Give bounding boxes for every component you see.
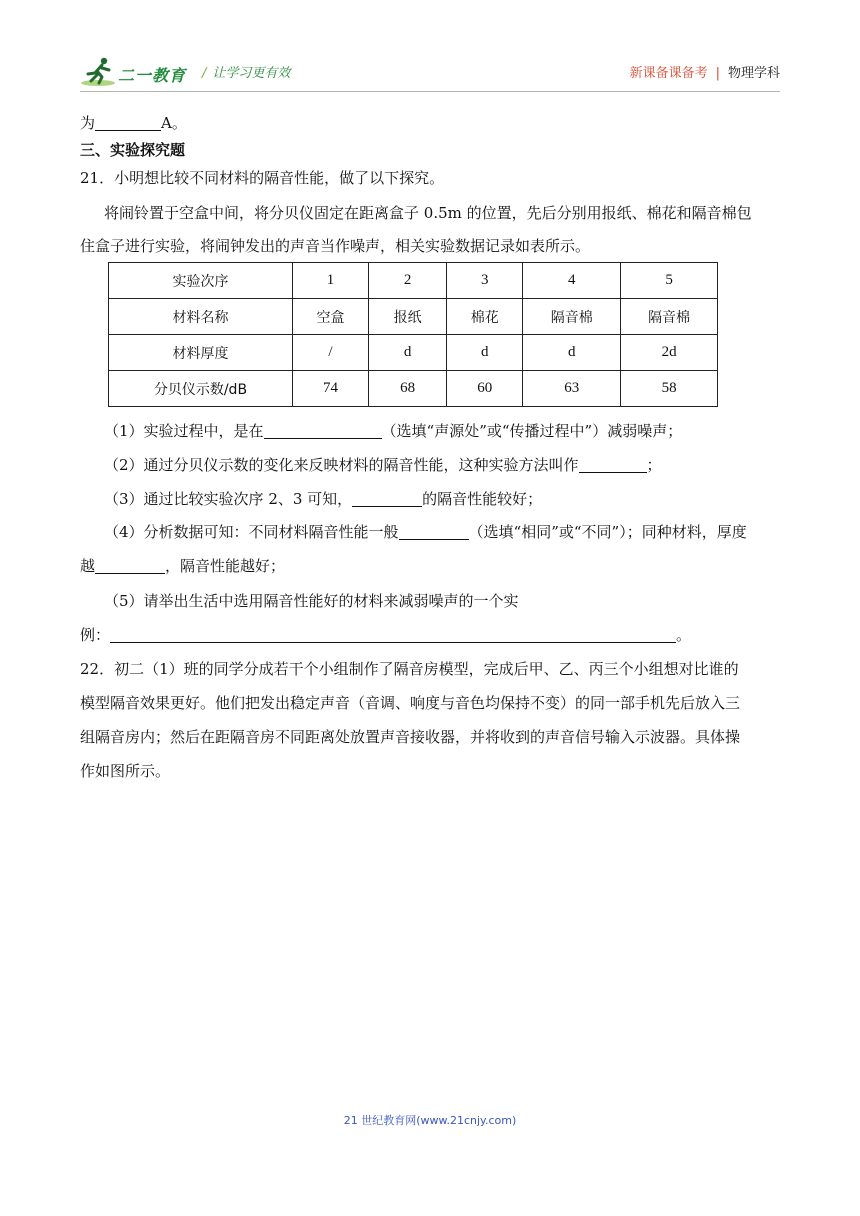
table-row [109,263,718,299]
table-cell: 棉花 [447,299,523,335]
text-segment: 的隔音性能较好； [422,490,543,508]
table-row [109,299,718,335]
text-segment: 例： [80,626,111,644]
q22-line-1: 22．初二（1）班的同学分成若干个小组制作了隔音房模型，完成后甲、乙、丙三个小组想对比谁的 [80,660,739,678]
table-row-header: 分贝仪示数/dB [109,371,293,407]
q21-sub2 [104,455,662,475]
text-segment: （1）实验过程中，是在 [104,422,264,440]
answer-blank[interactable] [264,422,382,439]
table-row-header: 材料厚度 [109,335,293,371]
q21-sub5: （5）请举出生活中选用隔音性能好的材料来减弱噪声的一个实 [104,592,519,610]
text-segment: （2）通过分贝仪示数的变化来反映材料的隔音性能，这种实验方法叫作 [104,456,579,474]
slogan [202,62,290,81]
table-cell: 报纸 [369,299,447,335]
q21-stem: 21．小明想比较不同材料的隔音性能，做了以下探究。 [80,169,445,187]
table-cell: d [523,335,621,371]
table-cell: 74 [292,371,368,407]
table-cell: 4 [523,263,621,299]
table-row-header: 实验次序 [109,263,293,299]
table-cell: 2 [369,263,447,299]
text-segment: A。 [161,114,187,132]
answer-blank[interactable] [95,557,165,574]
text-segment: 。 [676,626,692,644]
header-subject [630,62,780,81]
table-cell: 隔音棉 [523,299,621,335]
table-cell: 63 [523,371,621,407]
data-table [108,262,718,407]
text-segment: （选填“声源处”或“传播过程中”）减弱噪声； [381,422,683,440]
table-cell: 3 [447,263,523,299]
q22-line-4: 作如图所示。 [80,762,171,780]
slash-icon: / [202,66,207,81]
logo [80,56,190,88]
table-cell: 2d [621,335,718,371]
q21-sub3 [104,489,542,509]
table-cell: 隔音棉 [621,299,718,335]
q21-sub4 [104,522,747,542]
text-segment: （4）分析数据可知：不同材料隔音性能一般 [104,523,399,541]
table-cell: d [447,335,523,371]
table-row-header: 材料名称 [109,299,293,335]
prev-answer-line [80,113,187,133]
answer-blank[interactable] [110,626,676,643]
slogan-text: 让学习更有效 [212,66,291,81]
q21-sub5-cont [80,625,691,645]
table-cell: 1 [292,263,368,299]
table-row [109,371,718,407]
header-course-label: 新课备课备考 [629,66,708,81]
text-segment: ，隔音性能越好； [165,557,286,575]
runner-logo-icon [80,56,120,88]
text-segment: （3）通过比较实验次序 2、3 可知， [104,490,353,508]
text-segment: 越 [80,557,96,575]
header-divider [80,91,780,92]
answer-blank[interactable] [95,114,161,131]
table-cell: 空盒 [292,299,368,335]
q21-paragraph-line-1: 将闹铃置于空盒中间，将分贝仪固定在距离盒子 0.5m 的位置，先后分别用报纸、棉花和隔音棉包 [104,204,752,222]
logo-text: 二一教育 [118,66,187,85]
table-cell: 5 [621,263,718,299]
answer-blank[interactable] [579,456,647,473]
header-subject-label: 物理学科 [727,66,780,81]
q21-sub1 [104,421,682,441]
table-cell: 58 [621,371,718,407]
text-segment: ； [646,456,662,474]
q21-sub4-cont [80,556,285,576]
text-segment: （选填“相同”或“不同”）；同种材料，厚度 [468,523,747,541]
header-separator: | [715,66,720,81]
page-header [80,56,780,92]
page-footer: 21 世纪教育网(www.21cnjy.com) [343,1114,517,1127]
q22-line-3: 组隔音房内；然后在距隔音房不同距离处放置声音接收器，并将收到的声音信号输入示波器。具体操 [80,728,741,746]
section-title: 三、实验探究题 [80,141,186,159]
text-segment: 为 [80,114,96,132]
q21-paragraph-line-2: 住盒子进行实验，将闹钟发出的声音当作噪声，相关实验数据记录如表所示。 [80,237,591,255]
table-cell: / [292,335,368,371]
q22-line-2: 模型隔音效果更好。他们把发出稳定声音（音调、响度与音色均保持不变）的同一部手机先后放入三 [80,694,741,712]
answer-blank[interactable] [352,490,422,507]
table-row [109,335,718,371]
answer-blank[interactable] [399,523,469,540]
table-cell: 60 [447,371,523,407]
table-cell: d [369,335,447,371]
table-cell: 68 [369,371,447,407]
